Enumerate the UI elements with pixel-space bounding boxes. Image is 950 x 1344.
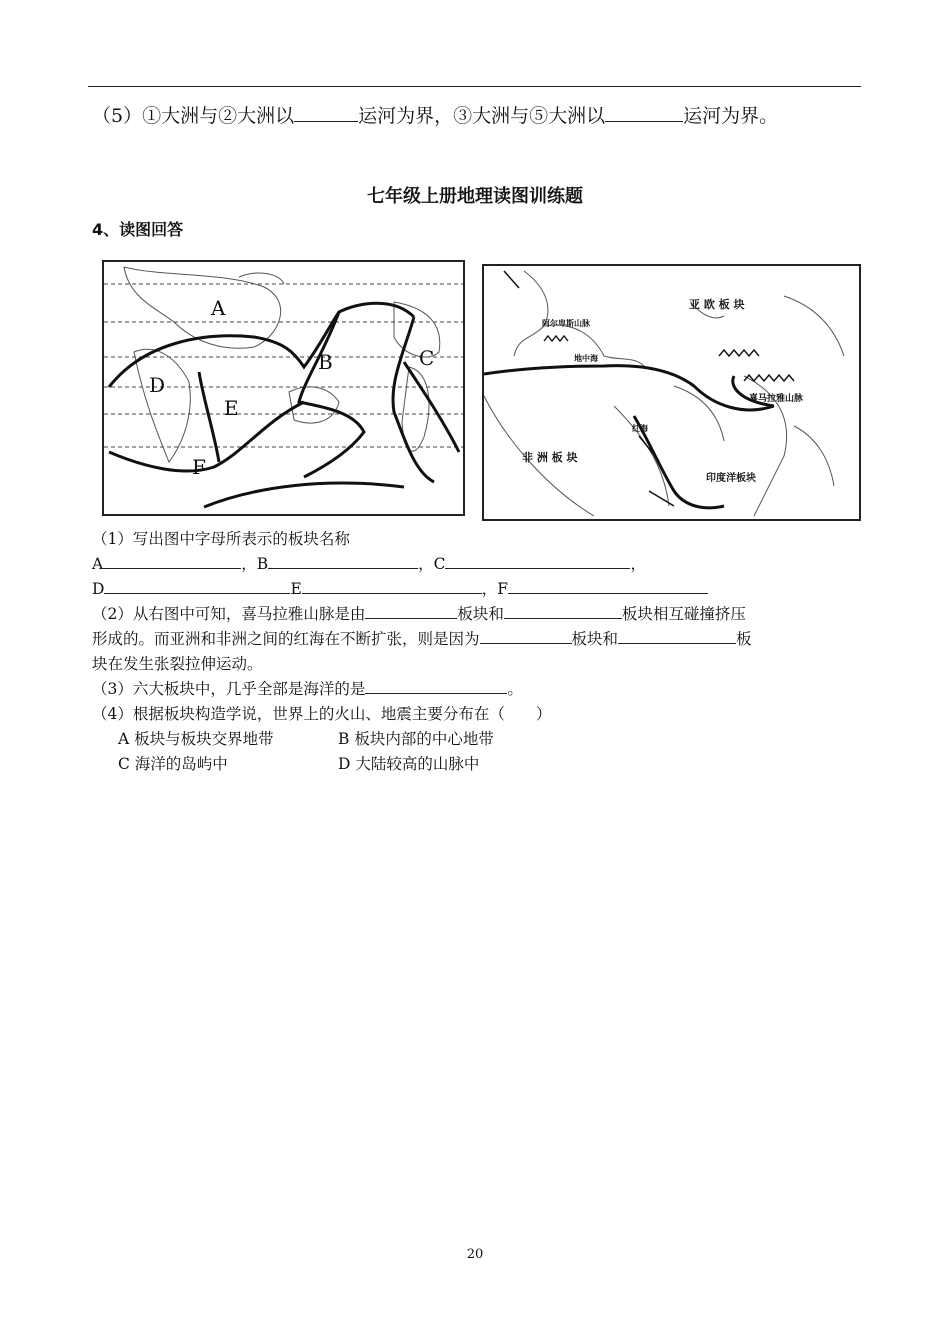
label-mediterranean: 地中海	[574, 354, 598, 363]
q2-text-6: 板	[736, 630, 752, 648]
answer-himalaya-plate-2[interactable]	[504, 604, 622, 619]
plate-label-f: F	[192, 455, 206, 479]
spreading-arrow	[639, 436, 659, 461]
q1-row-2	[92, 577, 708, 599]
q5-blank-2[interactable]	[605, 107, 683, 122]
answer-b[interactable]	[268, 554, 418, 569]
label-d: D	[92, 580, 105, 598]
page-title: 七年级上册地理读图训练题	[367, 186, 583, 207]
label-c: ，C	[418, 555, 446, 573]
q2-text-4: 形成的。而亚洲和非洲之间的红海在不断扩张，则是因为	[92, 630, 480, 648]
regional-plates-map	[482, 264, 861, 521]
q4-option-d[interactable]: D 大陆较高的山脉中	[338, 755, 480, 773]
q5-blank-1[interactable]	[294, 107, 358, 122]
question-4: （4）根据板块构造学说，世界上的火山、地震主要分布在（ ）	[92, 705, 552, 723]
top-rule	[88, 86, 861, 87]
plate-label-a: A	[211, 296, 226, 320]
label-red-sea: 红海	[632, 424, 648, 433]
label-b: ，B	[241, 555, 269, 573]
q2-text-1: （2）从右图中可知，喜马拉雅山脉是由	[92, 605, 366, 623]
plate-boundaries	[484, 366, 774, 508]
label-a: A	[92, 555, 104, 573]
answer-c[interactable]	[445, 554, 630, 569]
section-heading: 4、读图回答	[92, 220, 184, 239]
plate-label-c: C	[419, 346, 435, 370]
answer-himalaya-plate-1[interactable]	[365, 604, 457, 619]
question-2-line-1	[92, 602, 746, 624]
q2-text-5: 板块和	[571, 630, 619, 648]
answer-q3[interactable]	[365, 679, 507, 694]
q5-suffix: 运河为界。	[683, 105, 779, 127]
q4-option-b[interactable]: B 板块内部的中心地带	[338, 730, 494, 748]
spreading-arrow	[649, 491, 674, 506]
plate-label-e: E	[224, 396, 239, 420]
plate-label-d: D	[149, 373, 166, 397]
punct: ，	[630, 555, 646, 573]
label-eurasian-plate: 亚 欧 板 块	[689, 298, 745, 311]
q1-row-1	[92, 552, 646, 574]
label-african-plate: 非 洲 板 块	[522, 451, 578, 464]
q3-end: 。	[507, 680, 523, 698]
answer-redsea-plate-1[interactable]	[480, 629, 572, 644]
question-2-line-2	[92, 627, 752, 649]
world-plates-map	[102, 260, 465, 516]
q4-option-c[interactable]: C 海洋的岛屿中	[118, 755, 228, 773]
arrow-marker	[504, 271, 519, 288]
q4-option-a[interactable]: A 板块与板块交界地带	[118, 730, 274, 748]
q2-text-2: 板块和	[457, 605, 504, 623]
answer-d[interactable]	[104, 579, 290, 594]
label-e: E	[290, 580, 302, 598]
q3-text: （3）六大板块中，几乎全部是海洋的是	[92, 680, 366, 698]
question-1: （1）写出图中字母所表示的板块名称	[92, 530, 350, 548]
q5-prefix: （5）①大洲与②大洲以	[92, 105, 295, 127]
q2-text-3: 板块相互碰撞挤压	[621, 605, 746, 623]
label-f: ，F	[481, 580, 509, 598]
label-alps: 阿尔卑斯山脉	[542, 319, 590, 328]
q5-middle: 运河为界，③大洲与⑤大洲以	[358, 105, 606, 127]
label-indian-plate: 印度洋板块	[706, 473, 756, 484]
plate-boundaries	[109, 303, 459, 507]
question-2-line-3: 块在发生张裂拉伸运动。	[92, 655, 263, 673]
label-himalaya: 喜马拉雅山脉	[749, 394, 804, 404]
plate-label-b: B	[318, 350, 333, 374]
answer-e[interactable]	[302, 579, 482, 594]
answer-f[interactable]	[508, 579, 708, 594]
answer-a[interactable]	[103, 554, 241, 569]
question-3	[92, 677, 523, 699]
page-number: 20	[466, 1247, 484, 1262]
question-5	[92, 101, 778, 128]
answer-redsea-plate-2[interactable]	[618, 629, 736, 644]
